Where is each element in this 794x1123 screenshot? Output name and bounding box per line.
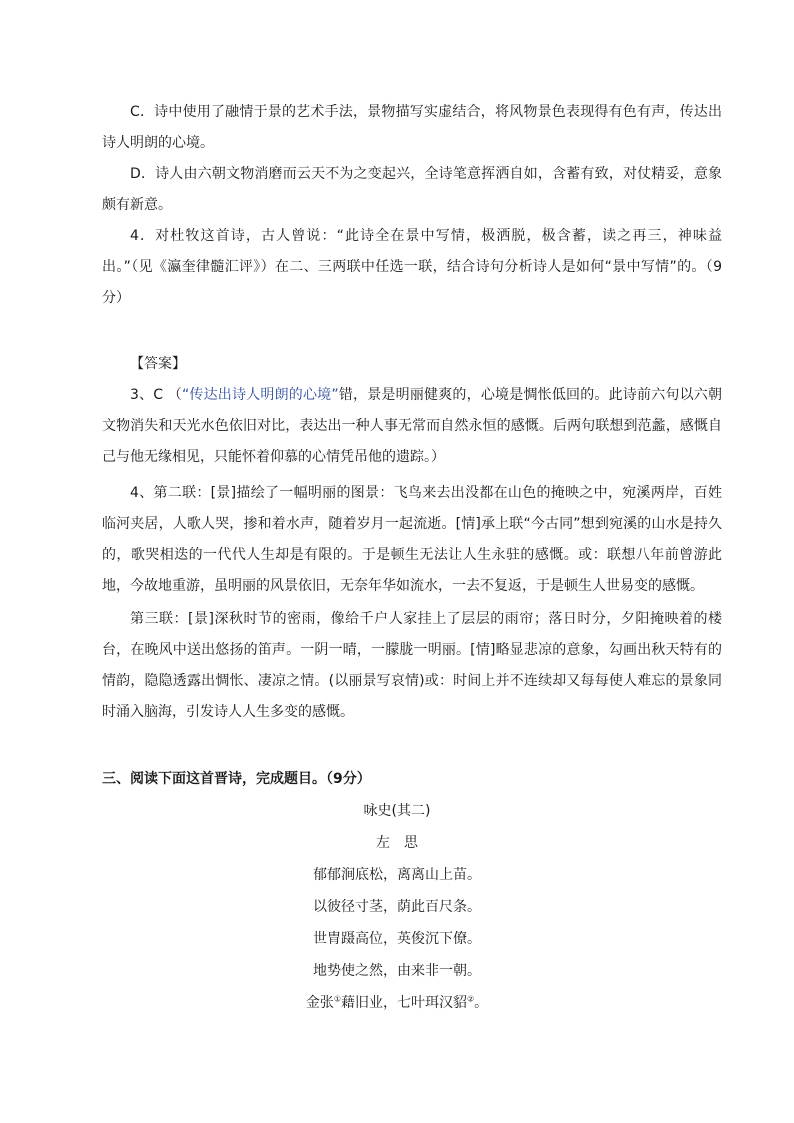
poem-line-2: 以彼径寸茎，荫此百尺条。: [313, 899, 481, 915]
poem-line-5-b: 藉旧业，七叶珥汉貂: [341, 995, 467, 1011]
question-4: 4．对杜牧这首诗，古人曾说：“此诗全在景中写情，极洒脱，极含蓄，读之再三，神味益出。”（见《瀛奎律髓汇评》）在二、三两联中任选一联，结合诗句分析诗人是如何“景中写情”的。（9分）: [102, 228, 722, 306]
footnote-marker-1: ①: [333, 994, 341, 1004]
poem-line-5: [0, 993, 794, 1013]
option-c: C．诗中使用了融情于景的艺术手法，景物描写实虚结合，将风物景色表现得有色有声，传达出诗人明朗的心境。: [102, 104, 722, 151]
footnote-marker-2: ②: [467, 994, 475, 1004]
poem-line-4: 地势使之然，由来非一朝。: [313, 963, 481, 979]
answer-3-highlight: “传达出诗人明朗的心境”: [181, 387, 339, 403]
option-d: D．诗人由六朝文物消磨而云天不为之变起兴，全诗笔意挥洒自如，含蓄有致，对仗精妥，意象颇有新意。: [102, 166, 722, 213]
answer-3-rest: 错，景是明丽健爽的，心境是惆怅低回的。此诗前六句以六朝文物消失和天光水色依旧对比，表达出一种人事无常而自然永恒的感慨。后两句联想到范蠡，感慨自己与他无缘相见，只能怀着仰慕的心情凭吊他的遗踪。）: [102, 387, 723, 465]
poem-line-5-a: 金张: [305, 995, 334, 1011]
poem-line-3: 世胄蹑高位，英俊沉下僚。: [313, 931, 481, 947]
poem-author: 左 思: [376, 835, 418, 851]
answer-3-prefix: 3、C （: [130, 387, 182, 403]
poem-line-5-c: 。: [474, 995, 489, 1011]
answer-3: [102, 380, 722, 473]
poem-title: 咏史(其二): [363, 803, 431, 819]
answer-label-text: 【答案】: [130, 356, 186, 372]
answer-label: [102, 349, 722, 380]
poem-line-1: 郁郁涧底松，离离山上苗。: [313, 867, 481, 883]
section-3-heading: 三、阅读下面这首晋诗，完成题目。（9分）: [102, 771, 371, 787]
answer-4-second-couplet: 4、第二联：[景]描绘了一幅明丽的图景：飞鸟来去出没都在山色的掩映之中，宛溪两岸，百姓临河夹居，人歌人哭，掺和着水声，随着岁月一起流逝。[情]承上联“今古同”想到宛溪的山水是持久的，歌哭相迭的一代代人生却是有限的。于是顿生无法让人生永驻的感慨。或：联想八年前曾游此地，今故地重游，虽明丽的风景依旧，无奈年华如流水，一去不复返，于是顿生人世易变的感慨。: [102, 485, 722, 594]
answer-4-third-couplet: 第三联：[景]深秋时节的密雨，像给千户人家挂上了层层的雨帘；落日时分，夕阳掩映着的楼台，在晚风中送出悠扬的笛声。一阴一晴，一朦胧一明丽。[情]略显悲凉的意象，勾画出秋天特有的情韵，隐隐透露出惆怅、凄凉之情。(以丽景写哀情)或：时间上并不连续却又每每使人难忘的景象同时涌入脑海，引发诗人人生多变的感慨。: [102, 611, 722, 720]
